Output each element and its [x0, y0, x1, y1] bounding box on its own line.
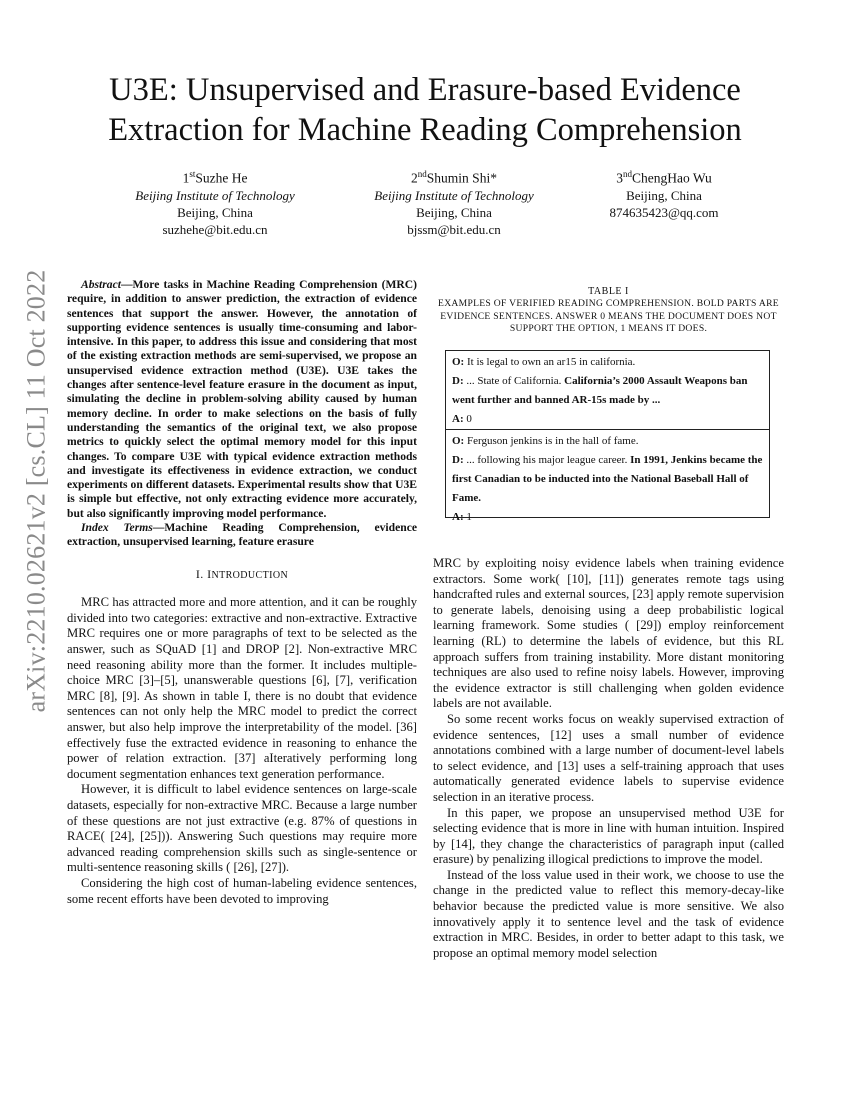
author-1-affiliation: Beijing Institute of Technology [135, 187, 295, 203]
abstract-text: —More tasks in Machine Reading Comprehension (MRC) require, in addition to answer prediction, the extraction of evidence sentences that support the answer. However, the annotation of supporting evidence sentences is usually time-consuming and labor-intensive. In this paper, to address this issue and considering that most of the existing extraction methods are semi-supervised, we propose an unsupervised evidence extraction method (U3E). U3E takes the changes after sentence-level feature erasure in the document as input, simulating the decline in problem-solving ability caused by human memory decline. In order to make selections on the basis of fully understanding the semantics of the original text, we also propose metrics to quickly select the optimal memory model for this input changes. To compare U3E with typical evidence extraction methods and investigate its effectiveness in evidence extraction, we conduct experiments on different datasets. Experimental results show that U3E is simple but effective, not only extracting evidence more accurately, but also significantly improving model performance. [67, 278, 417, 520]
body-paragraph: Considering the high cost of human-labeling evidence sentences, some recent efforts have been devoted to improving [67, 875, 417, 906]
table-label: TABLE I [588, 286, 629, 297]
body-paragraph: In this paper, we propose an unsupervised method U3E for selecting evidence that is more in line with human intuition. Inspired by [14], they change the characteristics of paragraph input (called erasure) by penalizing illogical predictions to improve the model. [433, 805, 784, 867]
index-terms-text: —Machine Reading Comprehension, evidence extraction, unsupervised learning, feature erasure [67, 521, 417, 549]
index-terms [67, 521, 417, 550]
table-example-2: O: Ferguson jenkins is in the hall of fame. D: ... following his major league career. In 1991, Jenkins became the first Canadian to be inducted into the National Baseball Hall of Fame. A: 1 [446, 429, 769, 527]
arxiv-stamp-text: arXiv:2210.02621v2 [cs.CL] 11 Oct 2022 [21, 269, 51, 713]
abstract-label: Abstract [81, 278, 121, 291]
left-column [67, 278, 417, 907]
paper-title: U3E: Unsupervised and Erasure-based Evidence Extraction for Machine Reading Comprehension [108, 72, 742, 148]
body-paragraph: However, it is difficult to label evidence sentences on large-scale datasets, especially for non-extractive MRC. Because a large number of these questions are not just extractive (e.g. 87% of questions in RACE( [24], [25])). Answering Such questions may require more advanced reading comprehension skills such as single-sentence or multi-sentence reasoning skills ( [26], [27]). [67, 782, 417, 875]
author-1-location: Beijing, China [177, 204, 253, 220]
author-3-email: 874635423@qq.com [609, 204, 719, 220]
evidence-sentence: California’s 2000 Assault Weapons ban went further and banned AR-15s made by ... [452, 375, 748, 406]
author-3: 3ndChengHao Wu Beijing, China 874635423@qq.com [544, 166, 784, 221]
table-example-1: O: It is legal to own an ar15 in california. D: ... State of California. California’s 2000 Assault Weapons ban went further and banned AR-15s made by ... A: 0 [452, 356, 748, 425]
author-3-name: ChengHao Wu [631, 170, 712, 186]
table-caption [433, 286, 784, 336]
body-paragraph: MRC has attracted more and more attention, and it can be roughly divided into two categories: extractive and non-extractive. Extractive MRC requires one or more paragraphs of text to be selected as the answer, such as SQuAD [1] and DROP [2]. Non-extractive MRC need reasoning ability more than the former. It includes multiple-choice MRC [3]–[5], unanswerable questions [6], [7], verification MRC [8], [9]. As shown in table I, there is no doubt that evidence sentences can not only help the MRC model to predict the correct answer, but also help improve the interpretability of the model. [36] effectively fuse the extracted evidence in reasoning to enhance the power of relation extraction. [37] aIteratively performing long document segmentation enhances text generation performance. [67, 595, 417, 781]
examples-table [445, 350, 770, 523]
author-2-location: Beijing, China [416, 204, 492, 220]
index-terms-label: Index Terms [81, 521, 153, 535]
abstract [67, 278, 417, 521]
section-heading-introduction: I. INTRODUCTION [195, 566, 289, 581]
author-2-name: Shumin Shi* [426, 170, 497, 186]
body-paragraph: So some recent works focus on weakly supervised extraction of evidence sentences, [12] uses a small number of evidence annotations combined with a large number of document-level labels to select evidence, and [13] uses a self-training approach that uses automatically generated evidence labels to supervise evidence selection in an iterative process. [433, 711, 784, 804]
arxiv-stamp [16, 269, 56, 713]
author-3-location: Beijing, China [626, 187, 702, 203]
body-paragraph: Instead of the loss value used in their work, we choose to use the change in the predicted value to reflect this memory-decay-like behavior because the predicted value is more sensitive. We also innovatively apply it to sentence level and the task of evidence extraction in MRC. Besides, in order to better adapt to this task, we propose an optimal memory model selection [433, 867, 784, 960]
author-2-affiliation: Beijing Institute of Technology [374, 187, 534, 203]
author-1-name: Suzhe He [195, 170, 248, 186]
author-1-email: suzhehe@bit.edu.cn [162, 221, 268, 237]
table-caption-text: EXAMPLES OF VERIFIED READING COMPREHENSION. BOLD PARTS ARE EVIDENCE SENTENCES. ANSWER 0 MEANS THE DOCUMENT DOES NOT SUPPORT THE OPTION, 1 MEANS IT DOES. [438, 298, 779, 335]
author-2-email: bjssm@bit.edu.cn [407, 221, 501, 237]
author-2: 2ndShumin Shi* Beijing Institute of Technology Beijing, China bjssm@bit.edu.cn [334, 166, 574, 238]
body-paragraph: MRC by exploiting noisy evidence labels when training evidence extractors. Some work( [10], [11]) generates remote tags using handcrafted rules and external sources, [23] apply remote supervision to generate labels, denoising using a deep probabilistic logical learning framework. Some studies ( [29]) employ reinforcement learning (RL) to determine the labels of evidence, but this RL approach suffers from training instability. More distant monitoring techniques are also used to refine noisy labels. However, improving the evidence extractor is still challenging when golden evidence labels are not available. [433, 556, 784, 711]
evidence-sentence: In 1991, Jenkins became the first Canadian to be inducted into the National Baseball Hall of Fame. [452, 454, 763, 504]
author-1: 1stSuzhe He Beijing Institute of Technology Beijing, China suzhehe@bit.edu.cn [95, 166, 335, 238]
right-column [433, 556, 784, 961]
